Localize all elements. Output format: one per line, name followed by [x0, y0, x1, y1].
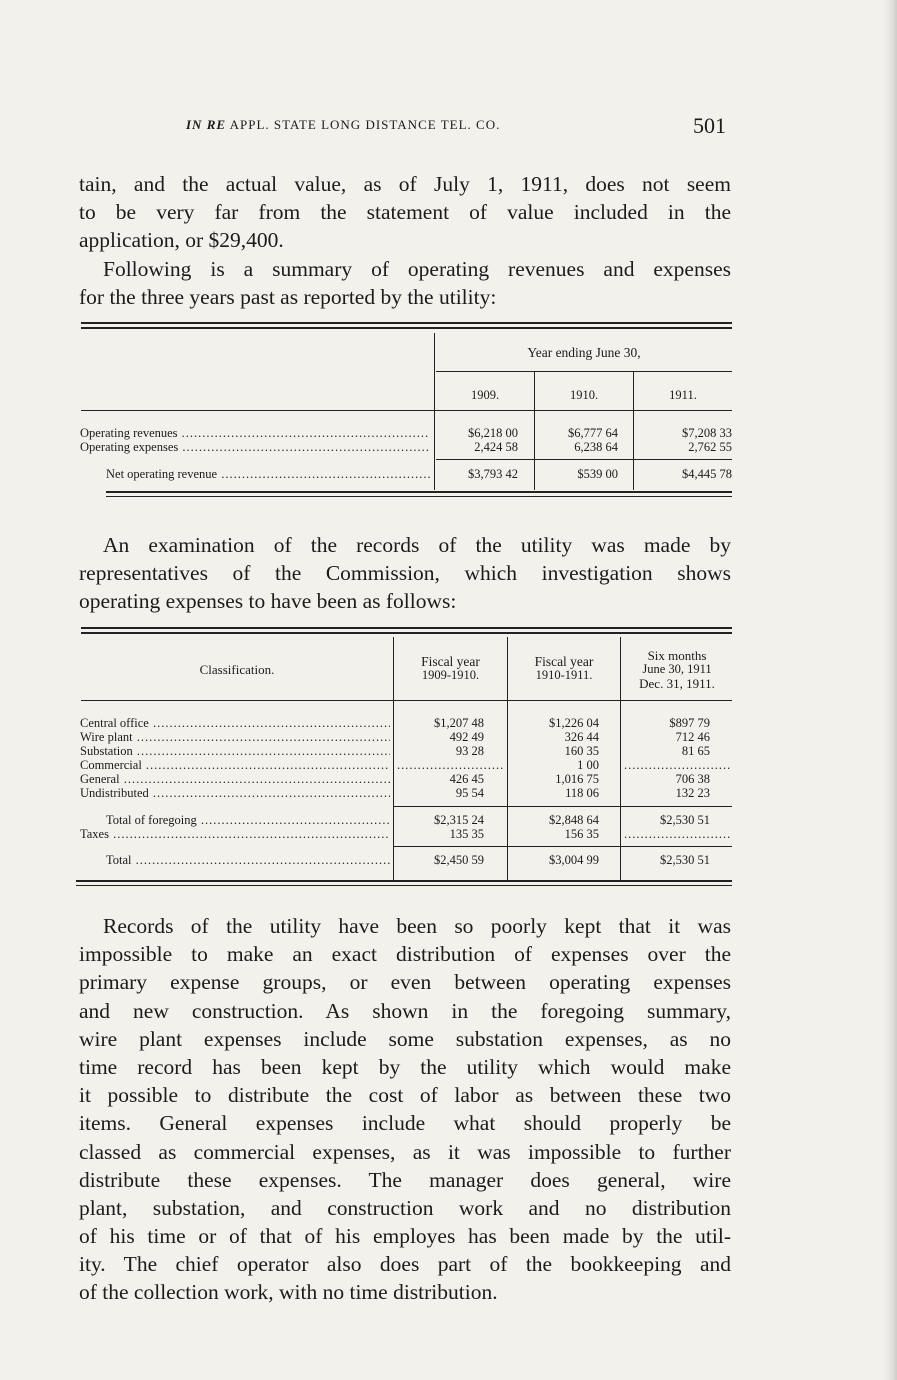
row-label-text: Commercial: [80, 758, 142, 772]
table2-col-header: June 30, 1911: [642, 662, 712, 676]
table-rule: [106, 491, 732, 493]
table1-row-label: [80, 426, 430, 441]
page-edge-shadow: [883, 0, 897, 1380]
text-line: items. General expenses include what should properly be: [79, 1111, 731, 1136]
table-rule: [106, 496, 732, 497]
row-label-text: Operating expenses: [80, 440, 179, 454]
text-line: it possible to distribute the cost of labor as between these two: [79, 1083, 731, 1108]
text-line: of the collection work, with no time distribution.: [79, 1280, 498, 1305]
paragraph-3: [79, 531, 731, 616]
table1-row-label: [106, 467, 430, 482]
row-label-text: Net operating revenue: [106, 467, 218, 481]
table2-cell: 132 23: [675, 786, 710, 800]
table2-cell: $2,450 59: [434, 853, 484, 867]
table-divider: [434, 333, 435, 490]
table2-row-label: [80, 730, 390, 745]
table2-col-header: 1909-1910.: [421, 668, 480, 682]
table-rule: [81, 327, 732, 329]
paragraph-4: [79, 912, 731, 1307]
table-rule: [81, 632, 732, 634]
table-rule: [81, 410, 732, 411]
table-rule: [81, 700, 732, 701]
table-divider: [620, 637, 621, 880]
paragraph-1: [79, 170, 731, 255]
text-line: Following is a summary of operating revenues and expenses: [103, 257, 731, 281]
table2-row-label: [80, 786, 390, 801]
table2-cell: $2,848 64: [549, 813, 599, 827]
table1-cell: 6,238 64: [574, 440, 618, 454]
table1-row-label: [80, 440, 430, 455]
table1-cell: $7,208 33: [682, 426, 732, 440]
table2-cell: $3,004 99: [549, 853, 599, 867]
table2-row-label: [80, 716, 390, 731]
row-label-text: Total: [106, 853, 132, 867]
table-divider: [534, 371, 535, 490]
table2-row-label: [106, 853, 390, 868]
text-line: time record has been kept by the utility which would make: [79, 1054, 731, 1079]
table1-cell: 2,762 55: [688, 440, 732, 454]
row-label-text: Central office: [80, 716, 149, 730]
table2-row-label: [80, 758, 390, 773]
row-label-text: Taxes: [80, 827, 109, 841]
table2-cell: $2,530 51: [660, 853, 710, 867]
table-rule: [81, 627, 732, 629]
row-label-text: Operating revenues: [80, 426, 178, 440]
text-line: ity. The chief operator also does part of the bookkeeping and: [79, 1252, 731, 1277]
table2-col-header: Classification.: [199, 662, 275, 677]
table-divider: [393, 637, 394, 880]
table2-cell: $1,207 48: [434, 716, 484, 730]
table1-col-header: 1911.: [669, 388, 697, 402]
table2-cell: 95 54: [455, 786, 484, 800]
text-line: to be very far from the statement of value included in the: [79, 200, 731, 225]
text-line: primary expense groups, or even between operating expenses: [79, 970, 731, 995]
table2-cell: 156 35: [564, 827, 599, 841]
table2-cell: 93 28: [455, 744, 484, 758]
table1-cell: 2,424 58: [474, 440, 518, 454]
running-head-italic: IN RE: [186, 117, 227, 132]
text-line: An examination of the records of the utility was made by: [103, 533, 731, 557]
table-rule: [76, 880, 732, 882]
text-line: wire plant expenses include some substation expenses, as no: [79, 1026, 731, 1051]
table2-row-label: [106, 813, 390, 828]
table1-group-header: Year ending June 30,: [527, 345, 641, 360]
row-label-text: Wire plant: [80, 730, 133, 744]
table2-col-header: Fiscal year: [534, 654, 594, 669]
table-divider: [633, 371, 634, 490]
table2-empty-cell: [624, 827, 732, 842]
table1-col-header: 1909.: [470, 388, 500, 402]
table2-col-header: Fiscal year: [421, 654, 480, 669]
text-line: for the three years past as reported by the utility:: [79, 285, 497, 310]
running-head-text: APPL. STATE LONG DISTANCE TEL. CO.: [229, 117, 501, 132]
text-line: representatives of the Commission, which investigation shows: [79, 561, 731, 586]
table2-row-label: [80, 744, 390, 759]
table-rule: [81, 322, 732, 324]
text-line: operating expenses to have been as follows:: [79, 589, 457, 614]
row-label-text: Total of foregoing: [106, 813, 197, 827]
text-line: application, or $29,400.: [79, 228, 284, 253]
table2-cell: 326 44: [564, 730, 599, 744]
text-line: Records of the utility have been so poorly kept that it was: [103, 914, 731, 938]
table2-col-header: Dec. 31, 1911.: [639, 676, 715, 691]
text-line: of his time or of that of his employes has been made by the util-: [79, 1224, 731, 1249]
paragraph-2: [79, 255, 731, 311]
table2-cell: 426 45: [449, 772, 484, 786]
table2-cell: 492 49: [449, 730, 484, 744]
table2-cell: 1 00: [577, 758, 599, 772]
table1-col-header: 1910.: [569, 388, 599, 402]
page-number: 501: [693, 113, 726, 138]
text-line: tain, and the actual value, as of July 1, 1911, does not seem: [79, 172, 731, 196]
table2-cell: $897 79: [669, 716, 710, 730]
table2-col-header: Six months: [647, 648, 707, 663]
text-line: distribute these expenses. The manager does general, wire: [79, 1167, 731, 1192]
table2-col-header: 1910-1911.: [535, 668, 593, 682]
table2-row-label: [80, 827, 390, 842]
table-rule: [436, 371, 732, 372]
table2-empty-cell: [397, 758, 505, 773]
row-label-text: Undistributed: [80, 786, 149, 800]
table2-cell: $2,315 24: [434, 813, 484, 827]
table2-cell: $2,530 51: [660, 813, 710, 827]
table-rule: [394, 846, 732, 847]
table1-cell: $3,793 42: [468, 467, 518, 481]
table2-cell: 135 35: [449, 827, 484, 841]
table-rule: [76, 885, 732, 886]
row-label-text: General: [80, 772, 120, 786]
table2-empty-cell: [624, 758, 732, 773]
text-line: and new construction. As shown in the foregoing summary,: [79, 998, 731, 1023]
table2-cell: 712 46: [675, 730, 710, 744]
text-line: plant, substation, and construction work and no distribution: [79, 1195, 731, 1220]
table1-cell: $539 00: [577, 467, 618, 481]
row-label-text: Substation: [80, 744, 133, 758]
running-head: [186, 117, 626, 133]
text-line: impossible to make an exact distribution of expenses over the: [79, 942, 731, 967]
table2-cell: 118 06: [565, 786, 599, 800]
table1-cell: $4,445 78: [682, 467, 732, 481]
table2-cell: $1,226 04: [549, 716, 599, 730]
text-line: classed as commercial expenses, as it was impossible to further: [79, 1139, 731, 1164]
table-divider: [507, 637, 508, 880]
table-rule: [436, 459, 732, 460]
table1-cell: $6,777 64: [568, 426, 618, 440]
table2-cell: 1,016 75: [555, 772, 599, 786]
table-rule: [394, 806, 732, 807]
table2-row-label: [80, 772, 390, 787]
table2-cell: 81 65: [681, 744, 710, 758]
table2-cell: 706 38: [675, 772, 710, 786]
table2-cell: 160 35: [564, 744, 599, 758]
table1-cell: $6,218 00: [468, 426, 518, 440]
